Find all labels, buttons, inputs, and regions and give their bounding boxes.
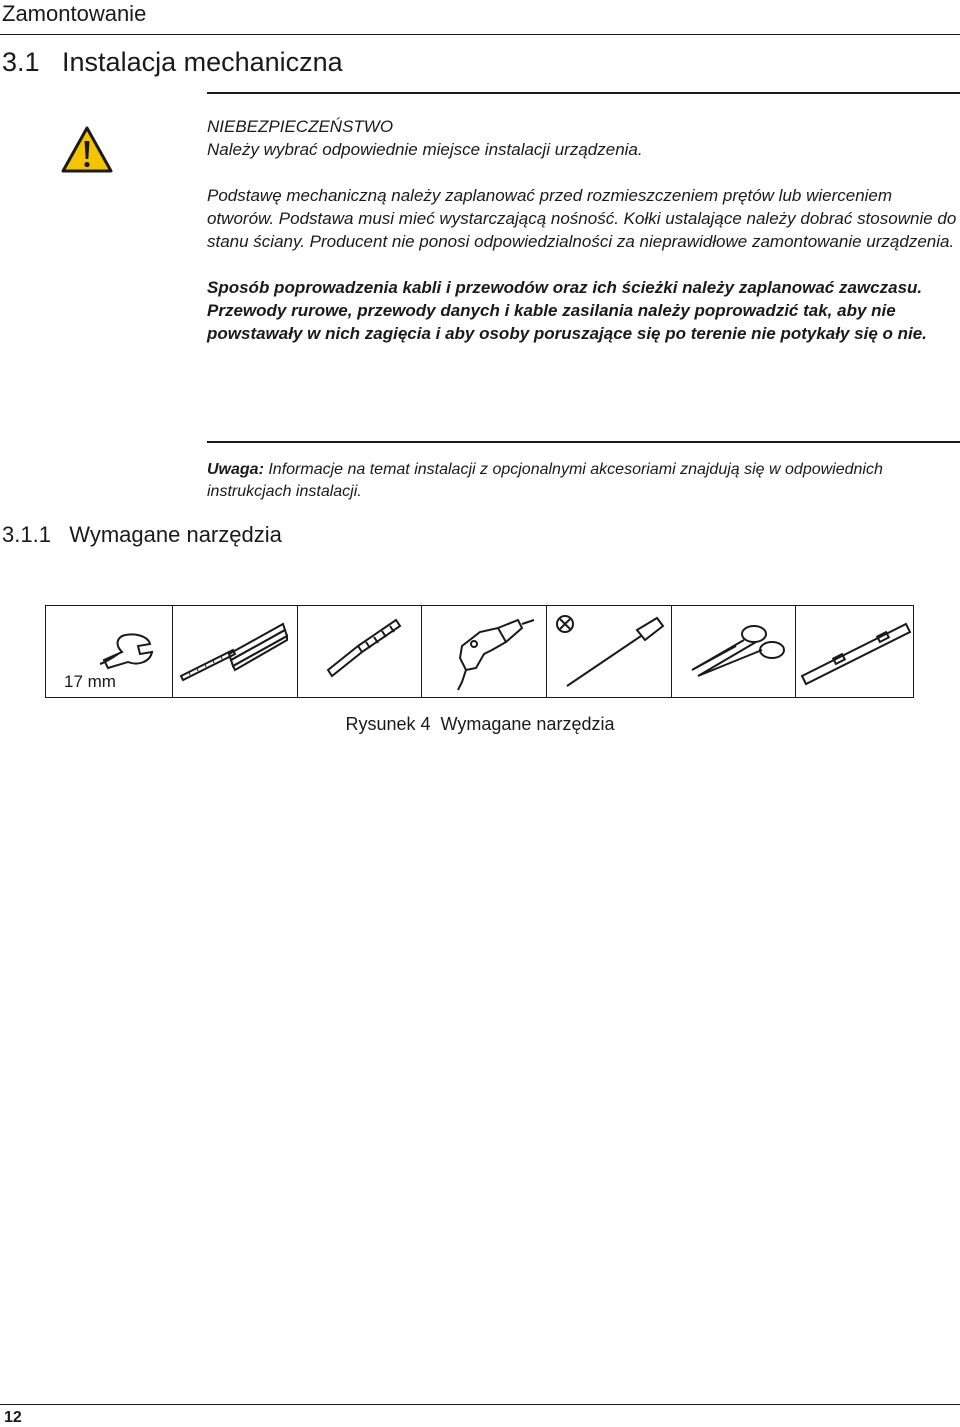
tool-cell-power-drill <box>422 606 547 697</box>
note <box>207 459 957 503</box>
tools-figure <box>45 605 914 698</box>
tool-cell-screwdriver <box>547 606 672 697</box>
note-rule <box>207 441 960 443</box>
screwdriver-icon <box>547 606 671 697</box>
danger-paragraph-bold: Sposób poprowadzenia kabli i przewodów oraz ich ścieżki należy zaplanować zawczasu. Przewody rurowe, przewody danych i kable zasilania należy poprowadzić tak, aby nie powstawały w nich zagięcia i aby osoby poruszające się po terenie nie potykały się o nie. <box>207 278 927 343</box>
power-drill-icon <box>422 606 546 697</box>
page-number: 12 <box>4 1409 22 1426</box>
scissors-icon <box>672 606 795 697</box>
spirit-level-icon <box>796 606 917 697</box>
tool-cell-folding-ruler <box>173 606 298 697</box>
tool-cell-drill-bit <box>298 606 422 697</box>
danger-block <box>207 115 957 345</box>
chapter-title: Zamontowanie <box>2 1 147 26</box>
drill-bit-icon <box>298 606 421 697</box>
danger-paragraph: Podstawę mechaniczną należy zaplanować przed rozmieszczeniem prętów lub wierceniem otworów. Podstawa musi mieć wystarczającą nośność. Kołki ustalające należy dobrać stosownie do stanu ściany. Producent nie ponosi odpowiedzialności za nieprawidłowe zamontowanie urządzenia. <box>207 186 957 251</box>
note-label: Uwaga: <box>207 461 264 478</box>
warning-triangle-icon <box>60 125 114 175</box>
wrench-size-label: 17 mm <box>64 672 116 691</box>
subsection-title: 3.1.1 Wymagane narzędzia <box>2 522 282 547</box>
danger-subtitle: Należy wybrać odpowiednie miejsce instalacji urządzenia. <box>207 140 643 159</box>
tool-cell-scissors <box>672 606 796 697</box>
tool-cell-wrench <box>46 606 173 697</box>
danger-title: NIEBEZPIECZEŃSTWO <box>207 117 394 136</box>
danger-rule <box>207 92 960 94</box>
note-text: Informacje na temat instalacji z opcjonalnymi akcesoriami znajdują się w odpowiednich instrukcjach instalacji. <box>207 461 883 500</box>
tool-cell-spirit-level <box>796 606 917 697</box>
header-rule <box>0 34 960 35</box>
folding-ruler-icon <box>173 606 297 697</box>
section-title: 3.1 Instalacja mechaniczna <box>2 47 343 77</box>
figure-caption: Rysunek 4 Wymagane narzędzia <box>345 714 615 734</box>
footer-rule <box>0 1404 960 1405</box>
